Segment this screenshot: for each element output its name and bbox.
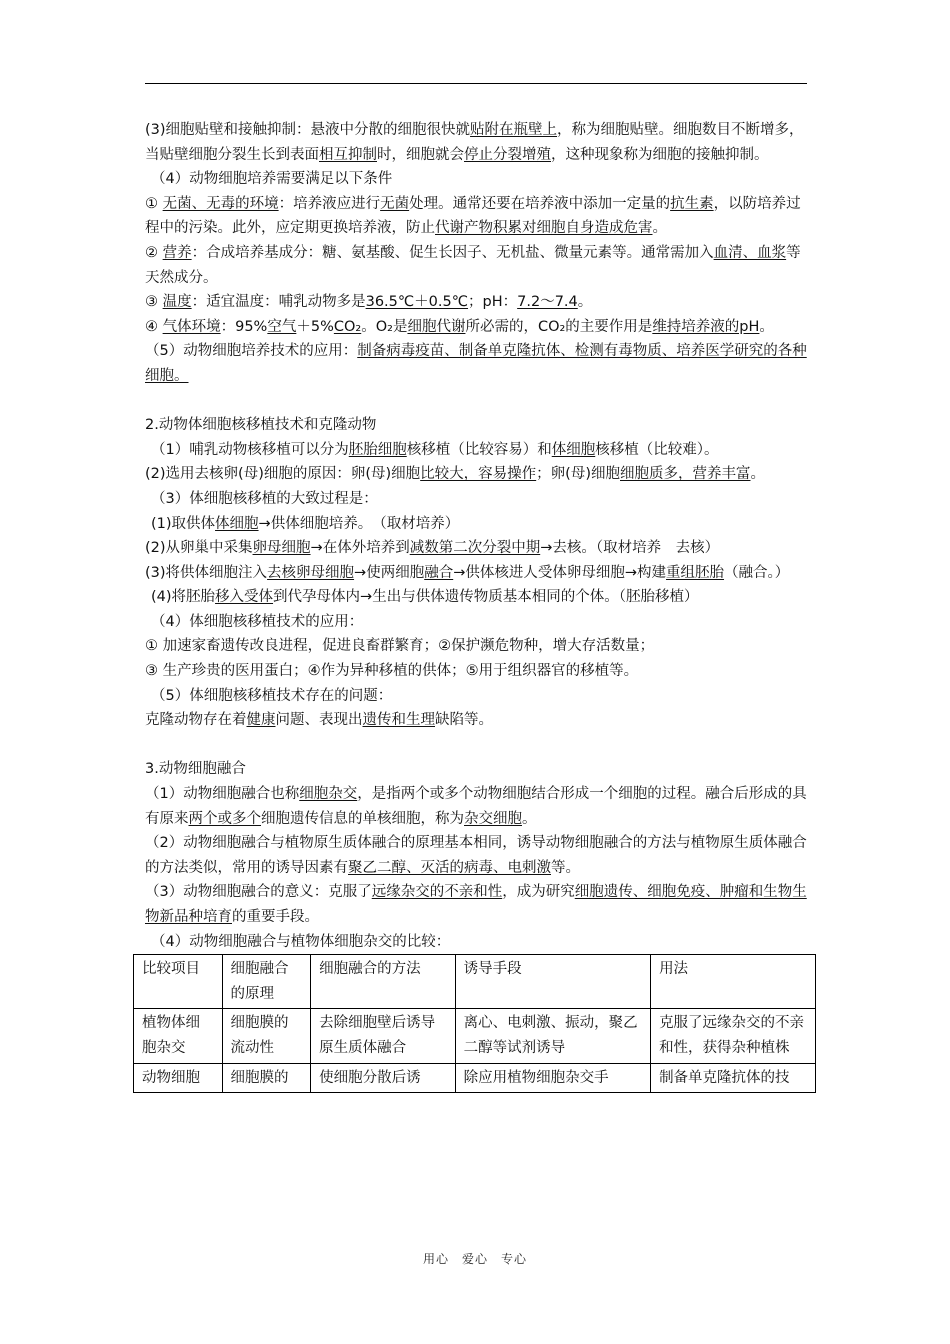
header-rule — [145, 83, 807, 84]
table-cell: 细胞膜的 — [222, 1063, 311, 1093]
document-body — [142, 118, 810, 1093]
section-heading-cell-fusion: 3.动物细胞融合 — [145, 761, 246, 778]
paragraph-nt-step-4: (4)将胚胎移入受体到代孕母体内→生出与供体遗传物质基本相同的个体。（胚胎移植） — [151, 589, 699, 606]
paragraph-nt-applications-heading: （4）体细胞核移植技术的应用： — [151, 613, 364, 630]
paragraph-fusion-definition: （1）动物细胞融合也称细胞杂交，是指两个或多个动物细胞结合形成一个细胞的过程。融合后形成的具有原来两个或多个细胞遗传信息的单核细胞，称为杂交细胞。 — [145, 786, 807, 827]
paragraph-nt-problems-heading: （5）体细胞核移植技术存在的问题： — [151, 687, 393, 704]
table-header-cell: 细胞融合的原理 — [222, 955, 311, 1009]
table-cell: 离心、电刺激、振动，聚乙二醇等试剂诱导 — [455, 1009, 650, 1063]
paragraph-nt-applications-2: ③ 生产珍贵的医用蛋白；④作为异种移植的供体；⑤用于组织器官的移植等。 — [145, 663, 639, 680]
paragraph-oocyte-reason: (2)选用去核卵(母)细胞的原因：卵(母)细胞比较大，容易操作；卵(母)细胞细胞质多，营养丰富。 — [145, 466, 765, 483]
table-row — [134, 1009, 816, 1063]
paragraph-fusion-methods: （2）动物细胞融合与植物原生质体融合的原理基本相同，诱导动物细胞融合的方法与植物原生质体融合的方法类似，常用的诱导因素有聚乙二醇、灭活的病毒、电刺激等。 — [145, 835, 807, 876]
paragraph-nt-applications-1: ① 加速家畜遗传改良进程，促进良畜群繁育；②保护濒危物种，增大存活数量； — [145, 638, 655, 655]
table-cell: 动物细胞 — [134, 1063, 223, 1093]
table-cell: 使细胞分散后诱 — [311, 1063, 456, 1093]
paragraph-nt-problems: 克隆动物存在着健康问题、表现出遗传和生理缺陷等。 — [145, 712, 493, 729]
table-cell: 克服了远缘杂交的不亲和性，获得杂种植株 — [651, 1009, 816, 1063]
paragraph-sterile-environment: ① 无菌、无毒的环境：培养液应进行无菌处理。通常还要在培养液中添加一定量的抗生素，以防培养过程中的污染。此外，应定期更换培养液，防止代谢产物积累对细胞自身造成危害。 — [145, 195, 801, 237]
paragraph-comparison-heading: （4）动物细胞融合与植物体细胞杂交的比较： — [151, 933, 451, 950]
paragraph-nt-step-2: (2)从卵巢中采集卵母细胞→在体外培养到减数第二次分裂中期→去核。（取材培养 去核） — [145, 540, 720, 557]
paragraph-nutrition: ② 营养：合成培养基成分：糖、氨基酸、促生长因子、无机盐、微量元素等。通常需加入血清、血浆等天然成分。 — [145, 244, 801, 286]
paragraph-gas-environment: ④ 气体环境：95%空气＋5%CO₂。O₂是细胞代谢所必需的，CO₂的主要作用是维持培养液的pH。 — [145, 318, 774, 335]
table-header-cell: 细胞融合的方法 — [311, 955, 456, 1009]
table-header-cell: 诱导手段 — [455, 955, 650, 1009]
table-cell: 除应用植物细胞杂交手 — [455, 1063, 650, 1093]
table-header-row — [134, 955, 816, 1009]
paragraph-nt-process-heading: （3）体细胞核移植的大致过程是： — [151, 490, 378, 507]
paragraph-nt-types: （1）哺乳动物核移植可以分为胚胎细胞核移植（比较容易）和体细胞核移植（比较难）。 — [151, 441, 719, 458]
paragraph-fusion-significance: （3）动物细胞融合的意义：克服了远缘杂交的不亲和性，成为研究细胞遗传、细胞免疫、肿瘤和生物生物新品种培育的重要手段。 — [145, 884, 807, 925]
page-footer: 用心 爱心 专心 — [422, 1252, 527, 1266]
paragraph-culture-conditions-heading: （4）动物细胞培养需要满足以下条件 — [151, 171, 393, 188]
comparison-table — [133, 954, 816, 1093]
table-cell: 植物体细胞杂交 — [134, 1009, 223, 1063]
table-cell: 去除细胞壁后诱导原生质体融合 — [311, 1009, 456, 1063]
paragraph-cell-adhesion: (3)细胞贴壁和接触抑制：悬液中分散的细胞很快就贴附在瓶壁上，称为细胞贴壁。细胞数目不断增多，当贴壁细胞分裂生长到表面相互抑制时，细胞就会停止分裂增殖，这种现象称为细胞的接触抑制。 — [145, 122, 804, 163]
paragraph-temperature: ③ 温度：适宜温度：哺乳动物多是36.5℃＋0.5℃；pH：7.2～7.4。 — [145, 294, 593, 311]
paragraph-nt-step-1: (1)取供体体细胞→供体细胞培养。 （取材培养） — [151, 515, 460, 532]
paragraph-nt-step-3: (3)将供体细胞注入去核卵母细胞→使两细胞融合→供体核进人受体卵母细胞→构建重组胚胎（融合。） — [145, 564, 790, 581]
section-heading-nuclear-transfer: 2.动物体细胞核移植技术和克隆动物 — [145, 417, 377, 434]
table-cell: 制备单克隆抗体的技 — [651, 1063, 816, 1093]
table-cell: 细胞膜的流动性 — [222, 1009, 311, 1063]
table-header-cell: 用法 — [651, 955, 816, 1009]
paragraph-culture-applications: （5）动物细胞培养技术的应用：制备病毒疫苗、制备单克隆抗体、检测有毒物质、培养医学研究的各种细胞。 — [145, 343, 807, 384]
table-header-cell: 比较项目 — [134, 955, 223, 1009]
table-row — [134, 1063, 816, 1093]
